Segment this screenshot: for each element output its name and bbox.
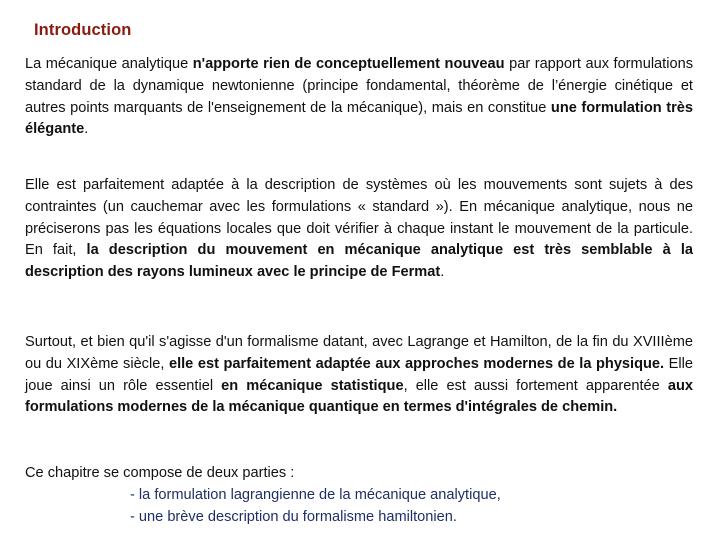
p1-text-1: La mécanique analytique — [25, 56, 193, 72]
p3-bold-3: aux formulations modernes de la mécanique quantique en termes d'intégrales de chemin. — [25, 377, 693, 416]
list-item: - une brève description du formalisme hamiltonien. — [130, 509, 457, 525]
paragraph-intro — [25, 54, 693, 141]
paragraph-modern-physics — [25, 332, 693, 419]
p3-text-3: , elle est aussi fortement apparentée — [403, 377, 668, 394]
p1-text-2: par rapport aux formulations standard de la dynamique newtonienne (principe fondamental, théorème de l’énergie cinétique et autres points marquants de l'enseignement de la mécanique), mais en constitue — [25, 56, 693, 116]
p3-text-1: Surtout, et bien qu'il s'agisse d'un formalisme datant, avec Lagrange et Hamilton, de la fin du XVIIIème ou du XIXème siècle, — [25, 334, 693, 372]
p1-bold-1: n'apporte rien de conceptuellement nouveau — [192, 56, 505, 72]
paragraph-constraints — [25, 175, 693, 284]
p3-bold-1: elle est parfaitement adaptée aux approches modernes de la physique. — [168, 355, 665, 372]
p3-bold-2: en mécanique statistique — [221, 377, 404, 394]
p1-text-3: . — [84, 121, 89, 138]
p1-bold-2: une formulation très élégante — [25, 99, 693, 138]
p2-text-1: Elle est parfaitement adaptée à la description de systèmes où les mouvements sont sujets à des contraintes (un cauchemar avec les formulations « standard »). En mécanique analytique, nous ne préciserons pas les équations locales que doit vérifier à chaque instant le mouvement de la particule. En fait, — [25, 177, 693, 259]
paragraph-chapter-outline: Ce chapitre se compose de deux parties : — [25, 465, 295, 481]
p2-text-2: . — [440, 264, 445, 281]
slide-title: Introduction — [34, 21, 132, 39]
list-item: - la formulation lagrangienne de la mécanique analytique, — [130, 487, 501, 503]
p2-bold-1: la description du mouvement en mécanique analytique est très semblable à la description des rayons lumineux avec le principe de Fermat — [25, 242, 694, 281]
p3-text-2: Elle joue ainsi un rôle essentiel — [25, 355, 693, 394]
